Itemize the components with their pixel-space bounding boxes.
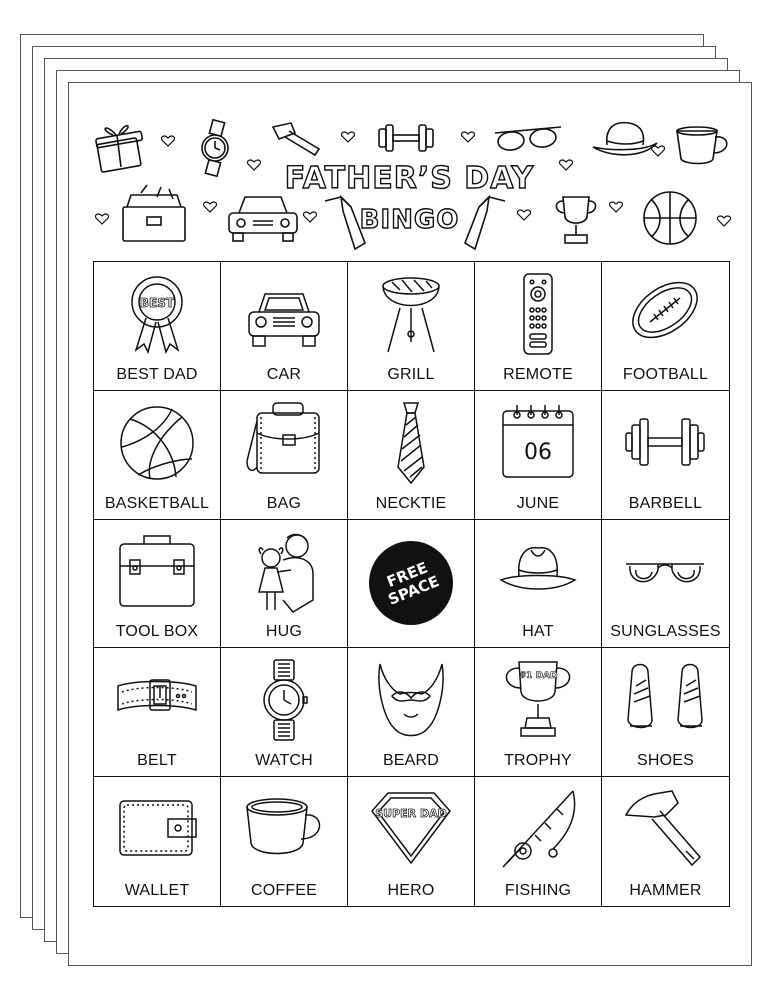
sunglasses-icon (491, 123, 565, 157)
cell-label: WATCH (255, 752, 313, 770)
page-subtitle: BINGO (359, 205, 460, 235)
cell-label: TOOL BOX (115, 623, 199, 641)
bag-icon (243, 401, 325, 485)
bingo-cell-basketball[interactable] (94, 391, 221, 520)
bingo-cell-football[interactable] (602, 262, 729, 391)
heart-icon (461, 131, 475, 143)
bingo-cell-june[interactable] (475, 391, 602, 520)
cell-label: CAR (266, 365, 302, 383)
bingo-cell-shoes[interactable] (602, 648, 729, 777)
necktie-icon (370, 401, 452, 485)
bingo-cell-belt[interactable] (94, 648, 221, 777)
bingo-grid (93, 261, 730, 907)
cell-label: BASKETBALL (104, 494, 210, 512)
cell-label: GRILL (387, 365, 435, 383)
bingo-cell-hero[interactable] (348, 777, 475, 906)
bingo-cell-best-dad[interactable] (94, 262, 221, 391)
coffee-icon (243, 787, 325, 871)
cell-label: BEST DAD (116, 365, 198, 383)
bingo-cell-bag[interactable] (221, 391, 348, 520)
basketball-icon (116, 401, 198, 485)
cell-label: SHOES (636, 752, 694, 770)
bingo-cell-free-space[interactable] (348, 520, 475, 649)
bingo-cell-barbell[interactable] (602, 391, 729, 520)
best-ribbon-icon (116, 272, 198, 356)
free-space-text: FREE SPACE (384, 557, 443, 609)
hammer-icon (624, 787, 706, 871)
bingo-cell-watch[interactable] (221, 648, 348, 777)
bingo-cell-hug[interactable] (221, 520, 348, 649)
header (69, 83, 750, 263)
cell-label: TROPHY (504, 752, 572, 770)
bingo-cell-fishing[interactable] (475, 777, 602, 906)
calendar-icon (497, 401, 579, 485)
cell-label: SUNGLASSES (610, 623, 721, 641)
shoes-icon (624, 658, 706, 742)
hug-icon (243, 530, 325, 614)
bingo-cell-tool-box[interactable] (94, 520, 221, 649)
cell-label: FISHING (504, 882, 572, 899)
hammer-icon (267, 119, 325, 159)
barbell-icon (624, 401, 706, 485)
watch-icon (243, 658, 325, 742)
cell-label: COFFEE (250, 882, 318, 899)
trophy-icon (497, 658, 579, 742)
heart-icon (161, 135, 175, 147)
cell-label: HAT (522, 623, 554, 641)
cell-label: REMOTE (503, 365, 573, 383)
bingo-cell-grill[interactable] (348, 262, 475, 391)
page-title: FATHER’S DAY (284, 161, 535, 196)
hat-icon (497, 530, 579, 614)
bingo-card (68, 82, 752, 966)
toolbox-icon (116, 530, 198, 614)
bingo-cell-remote[interactable] (475, 262, 602, 391)
cell-label: BEARD (382, 752, 440, 770)
calendar-date-text: 06 (524, 439, 552, 465)
free-space-badge (369, 541, 453, 625)
cell-label: HERO (387, 882, 435, 899)
bingo-cell-hammer[interactable] (602, 777, 729, 906)
cell-label: JUNE (516, 494, 560, 512)
bingo-cell-beard[interactable] (348, 648, 475, 777)
cell-label: WALLET (124, 882, 190, 899)
cell-label: BAG (266, 494, 302, 512)
bingo-cell-car[interactable] (221, 262, 348, 391)
grill-icon (370, 272, 452, 356)
cell-label: HAMMER (629, 882, 702, 899)
cell-label: BELT (137, 752, 177, 770)
bingo-cell-coffee[interactable] (221, 777, 348, 906)
bingo-cell-necktie[interactable] (348, 391, 475, 520)
car-icon (243, 272, 325, 356)
football-icon (624, 272, 706, 356)
cell-label: FOOTBALL (622, 365, 709, 383)
fishing-rod-icon (497, 787, 579, 871)
best-badge-text: BEST (139, 296, 175, 310)
heart-icon (341, 131, 355, 143)
cell-label: HUG (265, 623, 303, 641)
trophy-badge-text: #1 DAD (518, 671, 558, 682)
sunglasses-icon (624, 530, 706, 614)
beard-icon (370, 658, 452, 742)
heart-icon (651, 145, 665, 157)
cell-label: BARBELL (628, 494, 703, 512)
hero-badge-text: SUPER DAD (375, 807, 447, 821)
bingo-cell-hat[interactable] (475, 520, 602, 649)
bingo-cell-sunglasses[interactable] (602, 520, 729, 649)
hero-badge-icon (370, 787, 452, 871)
barbell-icon (375, 121, 437, 155)
bingo-cell-trophy[interactable] (475, 648, 602, 777)
bingo-cell-wallet[interactable] (94, 777, 221, 906)
cell-label: NECKTIE (375, 494, 447, 512)
remote-icon (497, 272, 579, 356)
belt-icon (116, 658, 198, 742)
wallet-icon (116, 787, 198, 871)
